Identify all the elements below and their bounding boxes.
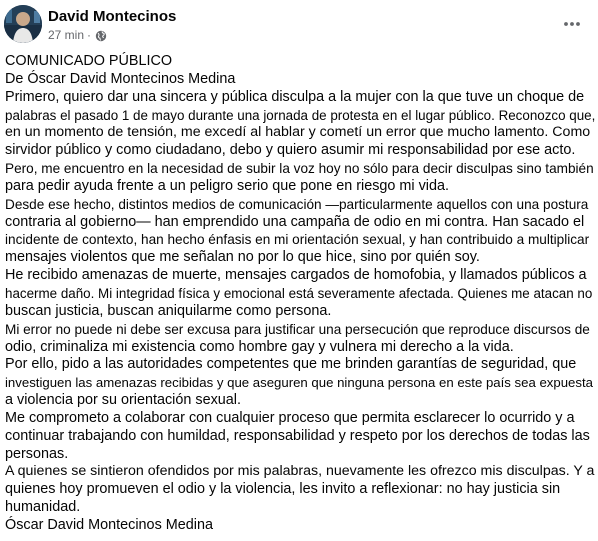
post-line: humanidad. (5, 499, 81, 516)
post-meta (48, 28, 107, 43)
meta-separator: · (87, 28, 92, 42)
post-line: a violencia por su orientación sexual. (5, 392, 241, 409)
post-line: palabras el pasado 1 de mayo durante una jornada de protesta en el lugar público. Reconozco que, (5, 107, 596, 123)
avatar[interactable] (4, 5, 42, 43)
post-line: A quienes se sintieron ofendidos por mis palabras, nuevamente les ofrezco mis disculpas. Y a (5, 463, 595, 480)
post-line: en un momento de tensión, me excedí al hablar y cometí un error que mucho lamento. Como (5, 124, 591, 141)
more-horizontal-icon (562, 21, 582, 27)
post-line: Pero, me encuentro en la necesidad de subir la voz hoy no sólo para decir disculpas sino también (5, 161, 594, 177)
post-line: quienes hoy promueven el odio y la violencia, les invito a reflexionar: no hay justicia sin (5, 481, 561, 498)
post-body (5, 53, 595, 535)
more-options-button[interactable] (556, 10, 588, 38)
post-line: Desde ese hecho, distintos medios de comunicación —particularmente aquellos con una postura (5, 196, 589, 212)
post-line: odio, criminaliza mi existencia como hombre gay y vulnera mi derecho a la vida. (5, 338, 514, 355)
post-line: He recibido amenazas de muerte, mensajes cargados de homofobia, y llamados públicos a (5, 267, 587, 284)
post-line: mensajes violentos que me señalan no por lo que hice, sino por quién soy. (5, 249, 480, 266)
post-time[interactable]: 27 min (48, 28, 85, 42)
post-line: Primero, quiero dar una sincera y pública disculpa a la mujer con la que tuve un choque de (5, 88, 585, 105)
post-line: contraria al gobierno— han emprendido una campaña de odio en mi contra. Han sacado el (5, 213, 585, 230)
post-line: De Óscar David Montecinos Medina (5, 70, 236, 87)
post-line: incidente de contexto, han hecho énfasis en mi orientación sexual, y han contribuido a multiplicar (5, 232, 590, 248)
post-line: investiguen las amenazas recibidas y que aseguren que ninguna persona en este país sea expuesta (5, 375, 593, 391)
post-line: Por ello, pido a las autoridades competentes que me brinden garantías de seguridad, que (5, 356, 577, 373)
post-line: personas. (5, 445, 69, 462)
post-line: buscan justicia, buscan aniquilarme como persona. (5, 302, 332, 319)
avatar-photo (4, 5, 42, 43)
post-line: COMUNICADO PÚBLICO (5, 53, 173, 69)
author-name[interactable]: David Montecinos (48, 8, 177, 25)
post-line: sirvidor público y como ciudadano, debo y quiero asumir mi responsabilidad por ese acto. (5, 142, 576, 159)
post-signature: Óscar David Montecinos Medina (5, 516, 213, 533)
post-line: Mi error no puede ni debe ser excusa para justificar una persecución que reproduce discursos de (5, 321, 590, 337)
post-header (0, 0, 598, 48)
post-line: continuar trabajando con humildad, responsabilidad y respeto por los derechos de todas las (5, 427, 590, 444)
post-line: Me comprometo a colaborar con cualquier proceso que permita esclarecer lo ocurrido y a (5, 409, 575, 426)
post-line: para pedir ayuda frente a un peligro serio que pone en riesgo mi vida. (5, 177, 449, 194)
post-line: hacerme daño. Mi integridad física y emocional está severamente afectada. Quienes me atacan no (5, 285, 593, 301)
globe-icon[interactable] (95, 30, 107, 42)
